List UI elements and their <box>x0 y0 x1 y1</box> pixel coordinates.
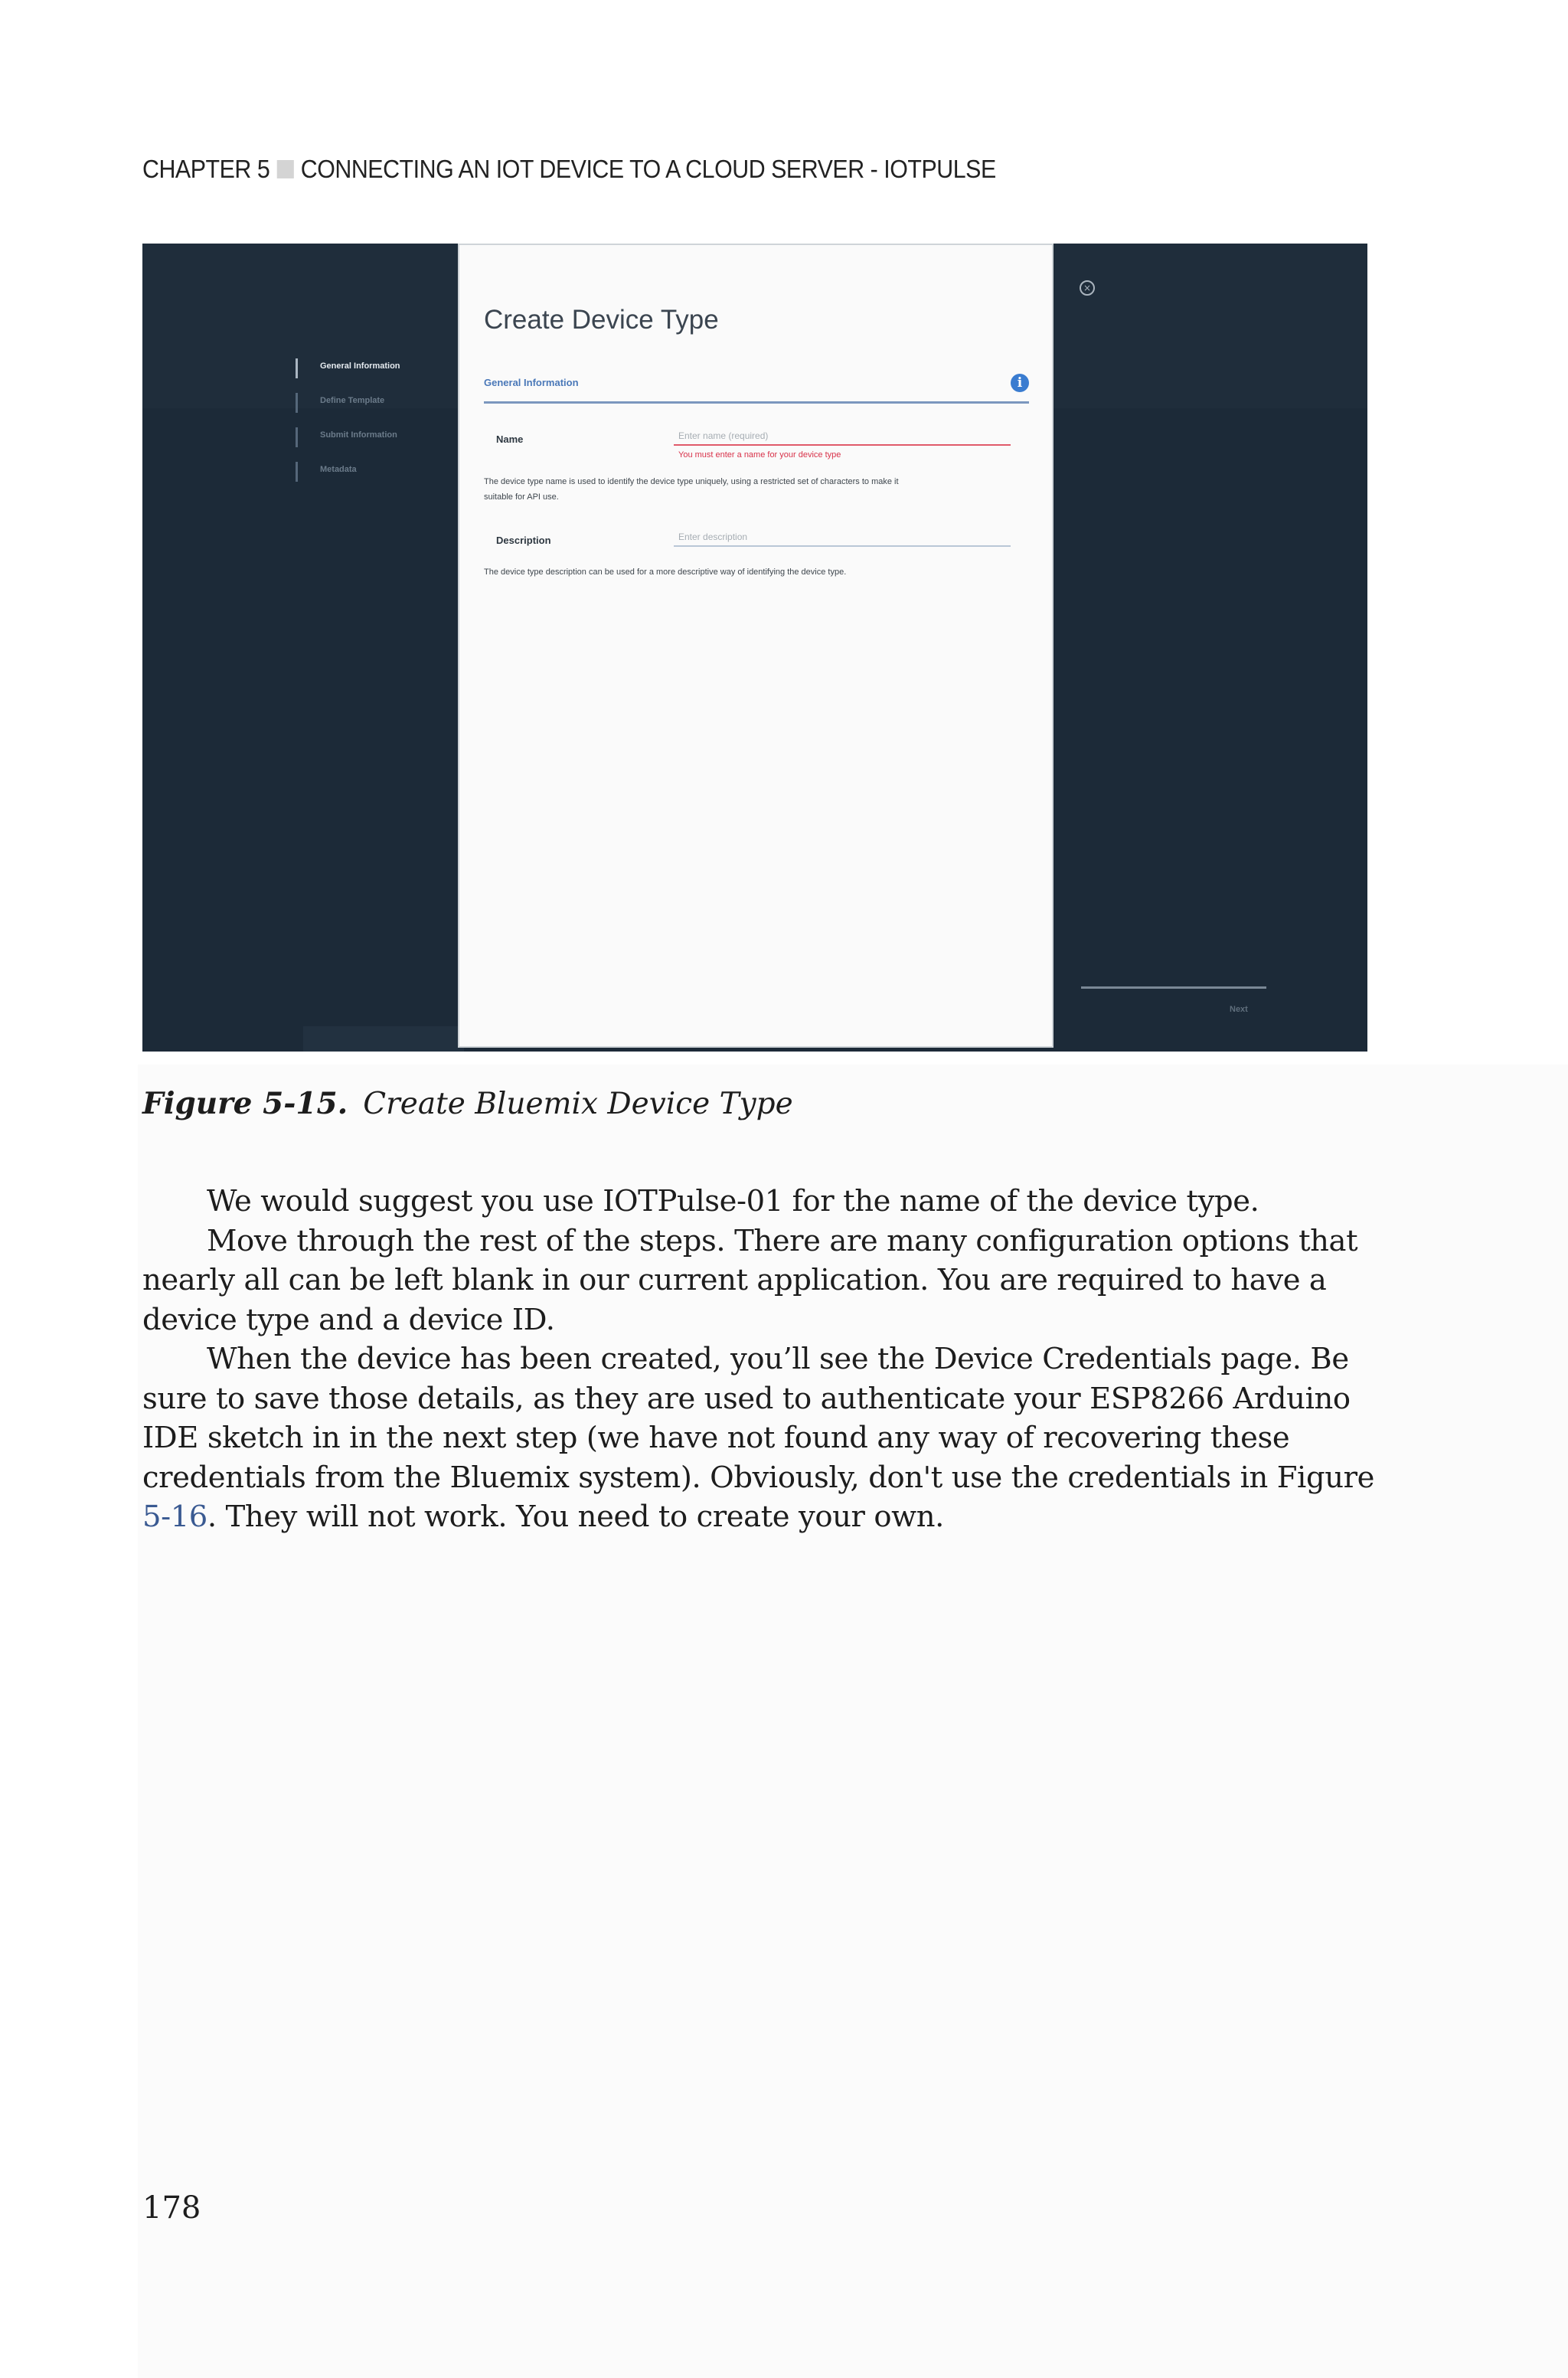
paragraph-1: We would suggest you use IOTPulse-01 for the name of the device type. <box>207 1184 1259 1218</box>
dialog-title: Create Device Type <box>484 305 719 335</box>
figure-reference-link[interactable]: 5-16 <box>142 1500 207 1534</box>
description-help: The device type description can be used for a more descriptive way of identifying the device type. <box>484 568 847 577</box>
create-device-type-dialog <box>458 244 1054 1048</box>
chapter-title: CONNECTING AN IOT DEVICE TO A CLOUD SERVER - IOTPULSE <box>300 155 996 183</box>
wizard-step-submit-information[interactable]: Submit Information <box>296 427 400 462</box>
name-help-line-1: The device type name is used to identify the device type uniquely, using a restricted set of characters to make it <box>484 477 899 486</box>
caption-text: Create Bluemix Device Type <box>363 1087 793 1121</box>
name-help-line-2: suitable for API use. <box>484 492 559 502</box>
figure-caption <box>142 1086 793 1121</box>
description-label: Description <box>496 535 551 546</box>
description-field[interactable] <box>674 528 1011 547</box>
page-number: 178 <box>142 2190 201 2226</box>
bottom-strip <box>303 1026 464 1052</box>
chapter-label: CHAPTER 5 <box>142 155 270 183</box>
running-head <box>142 155 996 184</box>
wizard-step-list <box>296 358 400 496</box>
separator-square-icon <box>276 160 293 178</box>
next-divider <box>1081 986 1266 989</box>
close-icon[interactable]: × <box>1080 280 1095 296</box>
name-label: Name <box>496 433 524 445</box>
info-icon[interactable]: i <box>1011 374 1029 392</box>
paragraph-3-end: . They will not work. You need to create your own. <box>207 1500 944 1534</box>
paragraph-2: Move through the rest of the steps. There are many configuration options that nearly all can be left blank in our current application. You are required to have a device type and a device ID. <box>142 1223 1358 1337</box>
wizard-step-general-information[interactable]: General Information <box>296 358 400 393</box>
section-divider <box>484 401 1029 404</box>
screenshot-figure <box>142 244 1367 1052</box>
section-title: General Information <box>484 377 579 388</box>
paragraph-3 <box>142 1339 1375 1537</box>
next-button[interactable]: Next <box>1230 1005 1248 1014</box>
caption-label: Figure 5-15. <box>142 1086 348 1121</box>
paragraph-3-text: When the device has been created, you’ll see the Device Credentials page. Be sure to save those details, as they are used to authenticate your ESP8266 Arduino IDE sketch in in the next step (we have not found any way of recovering these credentials from the Bluemix system). Obviously, don't use the credentials in Figure <box>142 1342 1375 1495</box>
name-field[interactable] <box>674 427 1011 446</box>
body-text <box>142 1182 1375 1537</box>
wizard-step-metadata[interactable]: Metadata <box>296 462 400 496</box>
wizard-step-define-template[interactable]: Define Template <box>296 393 400 427</box>
name-error-message: You must enter a name for your device type <box>678 450 841 460</box>
